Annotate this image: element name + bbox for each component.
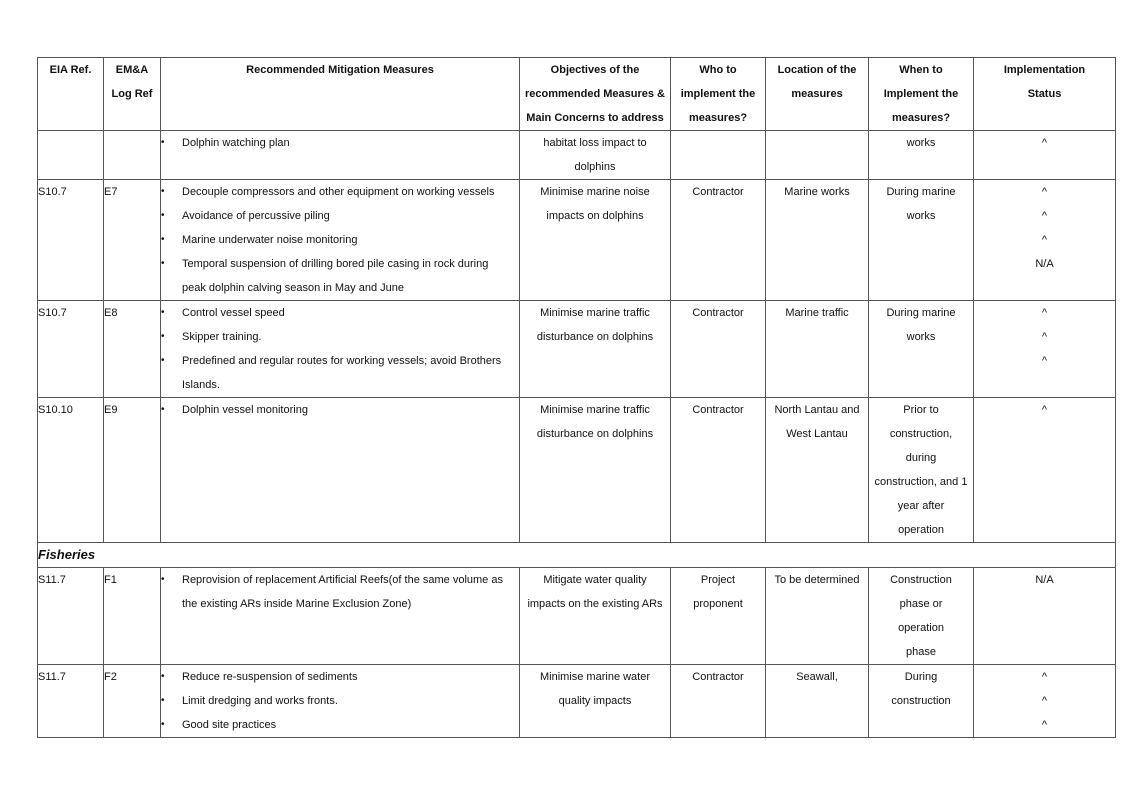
measure-item: • Temporal suspension of drilling bored pile casing in rock during peak dolphin calving season in May and June — [161, 252, 519, 300]
who-cell — [671, 131, 766, 180]
objective-cell — [520, 665, 671, 738]
header-who — [671, 58, 766, 131]
header-line: Status — [1027, 88, 1062, 100]
status-line: ^ — [1041, 210, 1048, 222]
table-row — [38, 568, 1116, 665]
when-line: works — [906, 137, 936, 149]
objective-line: habitat loss impact to — [543, 137, 647, 149]
measure-item: • Skipper training. — [161, 325, 519, 349]
when-cell — [869, 301, 974, 398]
header-line: Who to — [699, 64, 737, 76]
header-objectives — [520, 58, 671, 131]
when-line: operation — [898, 524, 944, 536]
log-ref-cell — [104, 665, 161, 738]
when-line: construction, — [889, 428, 953, 440]
who-line: proponent — [693, 598, 743, 610]
when-line: works — [906, 210, 936, 222]
status-line: N/A — [1035, 574, 1054, 586]
when-cell — [869, 568, 974, 665]
eia-ref-cell — [38, 180, 104, 301]
location-cell — [766, 131, 869, 180]
header-log-ref — [104, 58, 161, 131]
header-location — [766, 58, 869, 131]
measures-cell — [161, 301, 520, 398]
header-line: measures — [791, 88, 843, 100]
when-line: Prior to — [903, 404, 939, 416]
location-line: Seawall, — [796, 671, 838, 683]
objective-cell — [520, 131, 671, 180]
when-cell — [869, 180, 974, 301]
status-line: ^ — [1041, 307, 1048, 319]
who-line: Contractor — [692, 671, 744, 683]
table-body — [38, 131, 1116, 738]
status-cell — [974, 180, 1116, 301]
header-line: When to — [899, 64, 943, 76]
log-ref: F2 — [104, 671, 117, 683]
measures-cell — [161, 568, 520, 665]
when-cell — [869, 665, 974, 738]
eia-ref-cell — [38, 568, 104, 665]
when-line: phase or — [899, 598, 943, 610]
objective-line: Minimise marine traffic — [540, 307, 650, 319]
status-line: ^ — [1041, 404, 1048, 416]
measure-item: • Avoidance of percussive piling — [161, 204, 519, 228]
when-line: During marine — [886, 307, 956, 319]
log-ref-cell — [104, 180, 161, 301]
status-line: N/A — [1035, 258, 1054, 270]
measure-item: • Decouple compressors and other equipment on working vessels — [161, 180, 519, 204]
header-line: Recommended Mitigation Measures — [246, 64, 434, 76]
location-cell — [766, 665, 869, 738]
header-line: EIA Ref. — [49, 64, 92, 76]
eia-ref-cell — [38, 398, 104, 543]
when-line: phase — [906, 646, 936, 658]
section-heading: Fisheries — [38, 543, 1116, 568]
status-line: ^ — [1041, 186, 1048, 198]
header-status — [974, 58, 1116, 131]
objective-line: impacts on dolphins — [546, 210, 644, 222]
eia-ref-cell — [38, 301, 104, 398]
when-cell — [869, 398, 974, 543]
eia-ref: S11.7 — [38, 671, 66, 683]
who-cell — [671, 568, 766, 665]
who-line: Project — [700, 574, 736, 586]
table-row — [38, 398, 1116, 543]
table-row — [38, 665, 1116, 738]
status-cell — [974, 398, 1116, 543]
log-ref-cell — [104, 568, 161, 665]
measures-cell — [161, 398, 520, 543]
when-line: construction — [891, 695, 951, 707]
measure-item: • Marine underwater noise monitoring — [161, 228, 519, 252]
measures-cell — [161, 180, 520, 301]
status-cell — [974, 301, 1116, 398]
measure-item: • Limit dredging and works fronts. — [161, 689, 519, 713]
header-eia-ref — [38, 58, 104, 131]
header-line: recommended Measures & — [525, 88, 665, 100]
who-cell — [671, 180, 766, 301]
header-when — [869, 58, 974, 131]
table-row — [38, 301, 1116, 398]
when-line: construction, and 1 — [874, 476, 968, 488]
location-cell — [766, 301, 869, 398]
status-line: ^ — [1041, 137, 1048, 149]
objective-cell — [520, 568, 671, 665]
objective-cell — [520, 301, 671, 398]
table-row — [38, 131, 1116, 180]
objective-line: Minimise marine water — [539, 671, 651, 683]
header-line: implement the — [680, 88, 756, 100]
location-line: Marine traffic — [785, 307, 849, 319]
status-line: ^ — [1041, 719, 1048, 731]
status-line: ^ — [1041, 695, 1048, 707]
header-line: Objectives of the — [550, 64, 640, 76]
status-cell — [974, 131, 1116, 180]
status-line: ^ — [1041, 671, 1048, 683]
mitigation-measures-table — [37, 57, 1116, 738]
eia-ref-cell — [38, 665, 104, 738]
eia-ref: S10.7 — [38, 307, 67, 319]
who-line: Contractor — [692, 404, 744, 416]
measures-cell — [161, 665, 520, 738]
location-line: North Lantau and — [774, 404, 860, 416]
objective-line: quality impacts — [558, 695, 632, 707]
status-line: ^ — [1041, 234, 1048, 246]
header-line: EM&A — [115, 64, 149, 76]
measures-cell — [161, 131, 520, 180]
objective-line: impacts on the existing ARs — [527, 598, 663, 610]
when-line: During — [904, 671, 938, 683]
objective-cell — [520, 398, 671, 543]
log-ref-cell — [104, 398, 161, 543]
status-cell — [974, 568, 1116, 665]
measure-item: • Reduce re-suspension of sediments — [161, 665, 519, 689]
measure-item: • Control vessel speed — [161, 301, 519, 325]
location-line: To be determined — [774, 574, 860, 586]
log-ref: E8 — [104, 307, 118, 319]
table-row — [38, 180, 1116, 301]
when-line: Construction — [890, 574, 952, 586]
when-cell — [869, 131, 974, 180]
location-cell — [766, 398, 869, 543]
objective-line: Mitigate water quality — [543, 574, 647, 586]
header-measures — [161, 58, 520, 131]
header-line: measures? — [891, 112, 951, 124]
header-line: Location of the — [777, 64, 857, 76]
location-cell — [766, 568, 869, 665]
objective-line: disturbance on dolphins — [536, 428, 654, 440]
measure-item: • Predefined and regular routes for working vessels; avoid Brothers Islands. — [161, 349, 519, 397]
eia-ref: S11.7 — [38, 574, 66, 586]
measure-item: • Reprovision of replacement Artificial Reefs(of the same volume as the existing ARs inside Marine Exclusion Zone) — [161, 568, 519, 616]
objective-line: Minimise marine noise — [540, 186, 650, 198]
log-ref-cell — [104, 131, 161, 180]
section-row — [38, 543, 1116, 568]
who-line: Contractor — [692, 186, 744, 198]
eia-ref-cell — [38, 131, 104, 180]
header-line: Main Concerns to address — [526, 112, 664, 124]
when-line: works — [906, 331, 936, 343]
measure-item: • Good site practices — [161, 713, 519, 737]
log-ref: E7 — [104, 186, 118, 198]
measure-item: • Dolphin vessel monitoring — [161, 398, 519, 422]
header-line: measures? — [688, 112, 748, 124]
who-cell — [671, 665, 766, 738]
header-row — [38, 58, 1116, 131]
location-line: West Lantau — [786, 428, 848, 440]
log-ref-cell — [104, 301, 161, 398]
objective-cell — [520, 180, 671, 301]
status-line: ^ — [1041, 331, 1048, 343]
objective-line: Minimise marine traffic — [540, 404, 650, 416]
when-line: year after — [897, 500, 945, 512]
eia-ref: S10.7 — [38, 186, 67, 198]
location-line: Marine works — [784, 186, 850, 198]
when-line: operation — [898, 622, 944, 634]
status-cell — [974, 665, 1116, 738]
eia-ref: S10.10 — [38, 404, 73, 416]
header-line: Implement the — [883, 88, 959, 100]
objective-line: dolphins — [574, 161, 616, 173]
status-line: ^ — [1041, 355, 1048, 367]
header-line: Implementation — [1003, 64, 1086, 76]
when-line: During marine — [886, 186, 956, 198]
measure-item: • Dolphin watching plan — [161, 131, 519, 155]
who-line: Contractor — [692, 307, 744, 319]
log-ref: E9 — [104, 404, 118, 416]
header-line: Log Ref — [111, 88, 153, 100]
location-cell — [766, 180, 869, 301]
log-ref: F1 — [104, 574, 117, 586]
who-cell — [671, 398, 766, 543]
when-line: during — [905, 452, 937, 464]
objective-line: disturbance on dolphins — [536, 331, 654, 343]
who-cell — [671, 301, 766, 398]
